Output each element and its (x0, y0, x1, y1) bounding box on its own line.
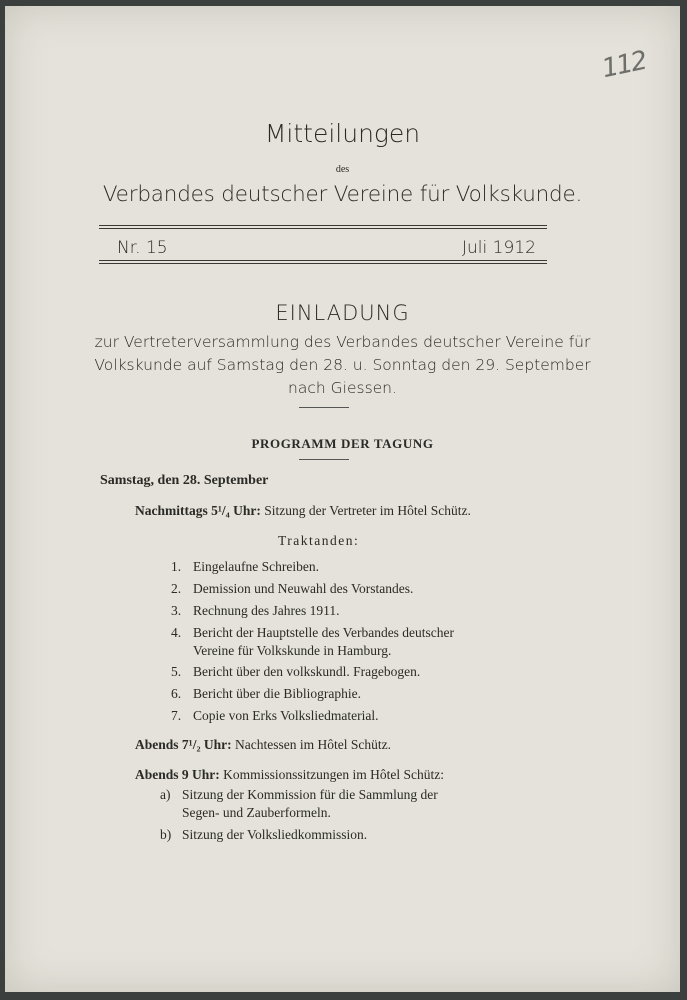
issue-number: Nr. 15 (117, 238, 168, 258)
agenda-item-text: Eingelaufne Schreiben. (193, 559, 319, 574)
rule-top-1 (99, 225, 547, 226)
commission-item-letter: a) (160, 787, 171, 802)
agenda-item-number: 6. (171, 686, 182, 701)
handwritten-page-number: 112 (599, 45, 649, 85)
agenda-item-text: Copie von Erks Volksliedmaterial. (193, 708, 379, 723)
agenda-item-text: Demission und Neuwahl des Vorstandes. (193, 581, 414, 596)
journal-des: des (335, 164, 350, 175)
program-heading: PROGRAMM DER TAGUNG (251, 436, 434, 451)
invitation-line-2: Volkskunde auf Samstag den 28. u. Sonntag den 29. September (94, 356, 591, 374)
agenda-item-text: Rechnung des Jahres 1911. (193, 603, 340, 618)
evening-commission-entry (135, 767, 444, 783)
invitation-line-1: zur Vertreterversammlung des Verbandes deutscher Vereine für (94, 333, 591, 351)
issue-date: Juli 1912 (462, 238, 536, 258)
evening-commission-text: Kommissionssitzungen im Hôtel Schütz: (223, 767, 445, 782)
commission-item-text: Sitzung der Volksliedkommission. (182, 827, 368, 842)
evening-commission-time: Abends 9 Uhr: (135, 767, 220, 782)
invitation-text (65, 331, 620, 400)
evening-dinner-entry (135, 737, 391, 753)
document-page (5, 6, 680, 992)
commission-item (160, 787, 438, 803)
rule-top-2 (99, 228, 547, 229)
commission-item (160, 827, 367, 843)
invitation-title: EINLADUNG (275, 301, 410, 325)
agenda-item (171, 581, 413, 597)
commission-item-text: Sitzung der Kommission für die Sammlung der (182, 787, 438, 802)
commission-item-continuation: Segen- und Zauberformeln. (182, 805, 331, 820)
evening-dinner-time: Abends 7¹/₂ Uhr: (135, 737, 232, 752)
separator-2 (299, 459, 349, 460)
program-day: Samstag, den 28. September (100, 473, 269, 488)
agenda-item-number: 3. (171, 603, 182, 618)
agenda-item (171, 708, 378, 724)
agenda-item-number: 5. (171, 664, 182, 679)
journal-title: Mitteilungen (264, 119, 421, 148)
afternoon-text: Sitzung der Vertreter im Hôtel Schütz. (264, 503, 471, 518)
agenda-item-text: Bericht über den volkskundl. Fragebogen. (193, 664, 421, 679)
agenda-item (171, 559, 319, 575)
separator-1 (299, 407, 349, 408)
invitation-line-3: nach Giessen. (288, 379, 397, 397)
agenda-item-number: 2. (171, 581, 182, 596)
agenda-item-number: 1. (171, 559, 182, 574)
agenda-item (171, 625, 454, 641)
agenda-item (171, 686, 361, 702)
agenda-item-continuation: Vereine für Volkskunde in Hamburg. (193, 643, 392, 658)
agenda-item-text: Bericht über die Bibliographie. (193, 686, 361, 701)
afternoon-entry (135, 503, 471, 519)
agenda-item-text: Bericht der Hauptstelle des Verbandes deutscher (193, 625, 455, 640)
rule-bottom-1 (99, 260, 547, 261)
agenda-item-number: 7. (171, 708, 182, 723)
commission-item-letter: b) (160, 827, 172, 842)
evening-dinner-text: Nachtessen im Hôtel Schütz. (234, 737, 391, 752)
afternoon-time: Nachmittags 5¹/₄ Uhr: (135, 503, 261, 518)
traktanden-label: Traktanden: (278, 533, 360, 548)
rule-bottom-2 (99, 263, 547, 264)
agenda-item (171, 603, 339, 619)
agenda-item-number: 4. (171, 625, 182, 640)
agenda-item (171, 664, 420, 680)
journal-subtitle: Verbandes deutscher Vereine für Volkskunde. (102, 182, 583, 207)
